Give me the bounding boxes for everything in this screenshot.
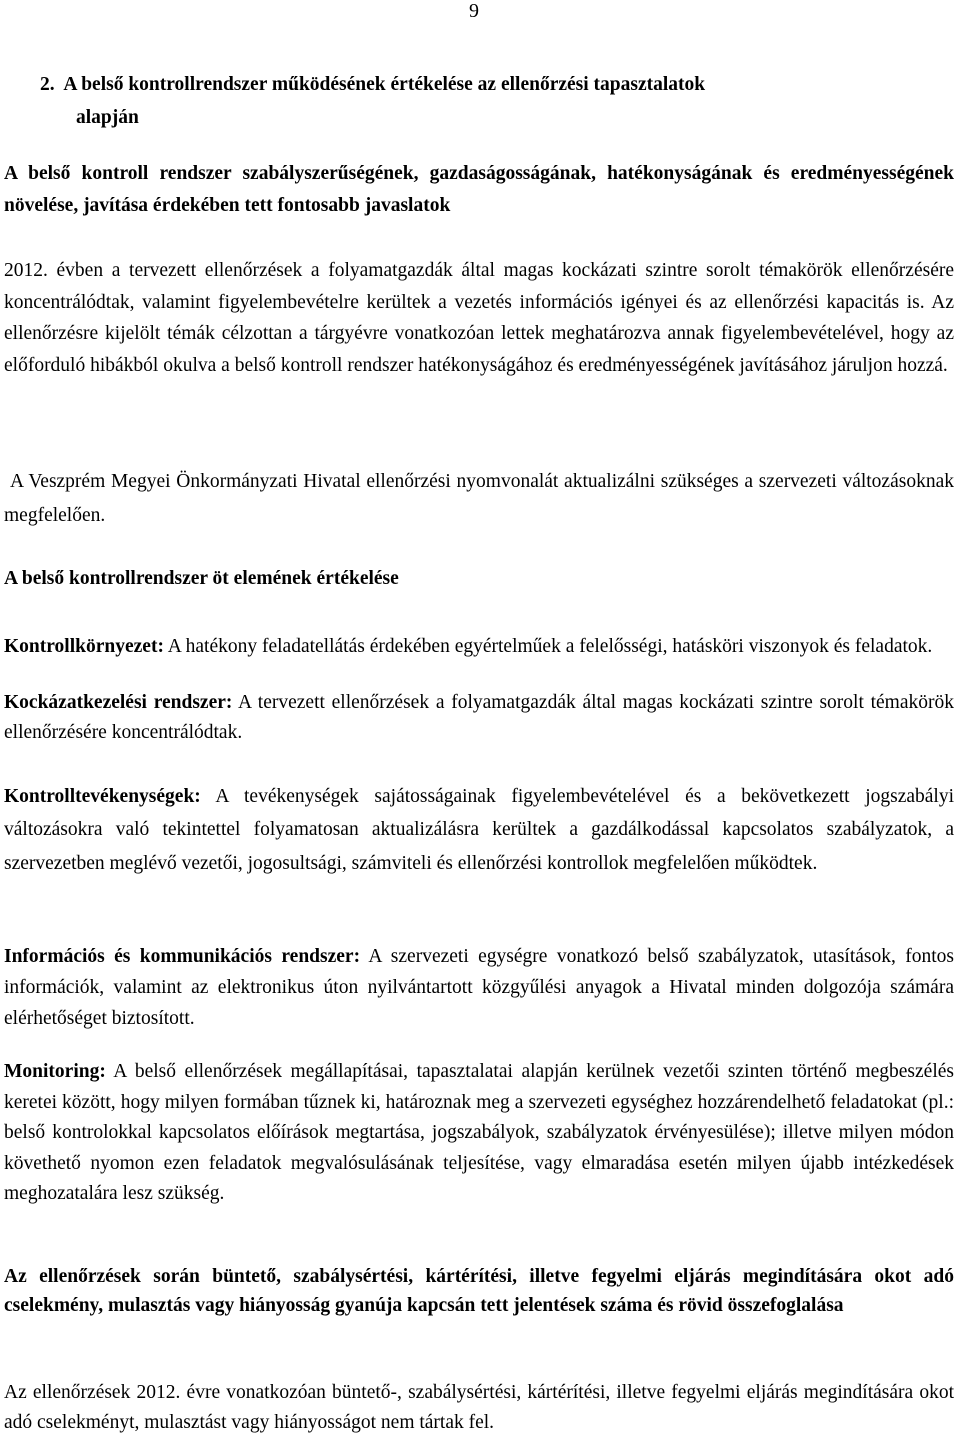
element-text: A hatékony feladatellátás érdekében egyértelműek a felelősségi, hatásköri viszonyok és feladatok. (163, 636, 933, 657)
element-informacios (4, 941, 954, 1034)
section-number: 2. (40, 74, 55, 95)
paragraph-2012: 2012. évben a tervezett ellenőrzések a folyamatgazdák által magas kockázati szintre sorolt témakörök ellenőrzésére koncentrálódtak, valamint figyelembevételre kerültek a vezetés információs igényei és az ellenőrzési kapacitás is. Az ellenőrzésre kijelölt témák célzottan a tárgyévre vonatkozóan lettek meghatározva annak figyelembevételével, hogy az előforduló hibákból okulva a belső kontroll rendszer hatékonyságához és eredményességének javításához járuljon hozzá. (4, 260, 954, 376)
five-elements-heading: A belső kontrollrendszer öt elemének értékelése (4, 568, 399, 589)
sub-heading: A belső kontroll rendszer szabályszerűségének, gazdaságosságának, hatékonyságának és eredményességének növelése, javítása érdekében tett fontosabb javaslatok (4, 163, 954, 216)
paragraph-veszprem: A Veszprém Megyei Önkormányzati Hivatal ellenőrzési nyomvonalát aktualizálni szükséges a szervezeti változásoknak megfelelően. (4, 471, 954, 526)
element-text: A belső ellenőrzések megállapításai, tapasztalatai alapján kerülnek vezetői szinten történő megbeszélés keretei között, hogy milyen formában tűznek ki, határoznak meg a szervezeti egységhez hozzárendelhető feladatokat (pl.: belső kontrolokkal kapcsolatos előírások megtartása, jogszabályok, szabályzatok érvényesülése); illetve milyen módon követhető nyomon ezen feladatok megvalósulásának teljesítése, vagy elmaradása esetén milyen újabb intézkedések meghozatalára lesz szükség. (4, 1061, 954, 1205)
final-paragraph: Az ellenőrzések 2012. évre vonatkozóan büntető-, szabálysértési, kártérítési, illetve fegyelmi eljárás megindítására okot adó cselekményt, mulasztást vagy hiányosságot nem tártak fel. (4, 1382, 954, 1433)
section-heading-line2: alapján (76, 107, 139, 128)
element-kockazatkezelesi (4, 688, 954, 748)
element-label: Kontrollkörnyezet: (4, 636, 164, 657)
element-monitoring (4, 1057, 954, 1210)
element-text: A tervezett ellenőrzések a folyamatgazdák által magas kockázati szintre sorolt témakörök ellenőrzésére koncentrálódtak. (4, 692, 954, 743)
element-kontrollkornyezet (4, 632, 954, 662)
element-text: A tevékenységek sajátosságainak figyelembevételével és a bekövetkezett jogszabályi változásokra való tekintettel folyamatosan aktualizálásra kerültek a gazdálkodással kapcsolatos szabályzatok, a szervezetben meglévő vezetői, jogosultsági, számviteli és ellenőrzési kontrollok megfelelően működtek. (4, 786, 954, 874)
element-kontrolltevekenysegek (4, 780, 954, 880)
section-heading-line1: A belső kontrollrendszer működésének értékelése az ellenőrzési tapasztalatok (63, 74, 706, 95)
element-label: Kontrolltevékenységek: (4, 786, 201, 807)
criminal-proceedings-heading: Az ellenőrzések során büntető, szabálysértési, kártérítési, illetve fegyelmi eljárás megindítására okot adó cselekmény, mulasztás vagy hiányosság gyanúja kapcsán tett jelentések száma és rövid összefoglalása (4, 1266, 954, 1316)
element-label: Információs és kommunikációs rendszer: (4, 946, 361, 967)
section-heading (40, 68, 954, 134)
page-number: 9 (469, 0, 479, 22)
element-text: A szervezeti egységre vonatkozó belső szabályzatok, utasítások, fontos információk, valamint az elektronikus úton nyilvántartott közgyűlési anyagok a Hivatal minden dolgozója számára elérhetőséget biztosított. (4, 946, 955, 1029)
element-label: Monitoring: (4, 1061, 106, 1082)
element-label: Kockázatkezelési rendszer: (4, 692, 233, 713)
